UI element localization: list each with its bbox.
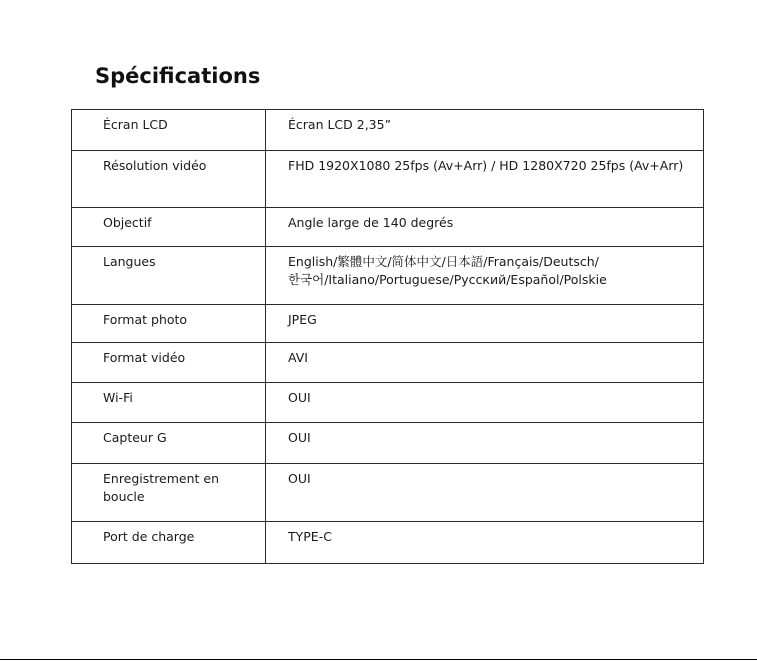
table-row (72, 110, 704, 151)
spec-value: FHD 1920X1080 25fps (Av+Arr) / HD 1280X720 25fps (Av+Arr) (266, 151, 704, 208)
spec-label: Enregistrement en boucle (72, 464, 266, 522)
table-row (72, 423, 704, 464)
spec-value: Écran LCD 2,35” (266, 110, 704, 151)
table-row (72, 208, 704, 247)
bottom-divider (0, 659, 757, 660)
spec-value: OUI (266, 464, 704, 522)
spec-label: Port de charge (72, 522, 266, 564)
spec-value: English/繁體中文/简体中文/日本語/Français/Deutsch/ 한국어/Italiano/Portuguese/Русский/Español/Polskie (266, 247, 704, 305)
spec-value: OUI (266, 383, 704, 423)
spec-label: Format photo (72, 305, 266, 343)
spec-label: Écran LCD (72, 110, 266, 151)
table-row (72, 522, 704, 564)
spec-value: AVI (266, 343, 704, 383)
specifications-table (71, 109, 704, 564)
table-row (72, 343, 704, 383)
spec-label: Wi-Fi (72, 383, 266, 423)
table-row (72, 383, 704, 423)
spec-label: Objectif (72, 208, 266, 247)
spec-label: Langues (72, 247, 266, 305)
table-row (72, 305, 704, 343)
spec-value: Angle large de 140 degrés (266, 208, 704, 247)
page-title: Spécifications (95, 64, 261, 88)
spec-label: Capteur G (72, 423, 266, 464)
spec-value: JPEG (266, 305, 704, 343)
spec-label: Format vidéo (72, 343, 266, 383)
table-row (72, 464, 704, 522)
table-row (72, 151, 704, 208)
spec-label: Résolution vidéo (72, 151, 266, 208)
spec-value: OUI (266, 423, 704, 464)
spec-value: TYPE-C (266, 522, 704, 564)
table-row (72, 247, 704, 305)
